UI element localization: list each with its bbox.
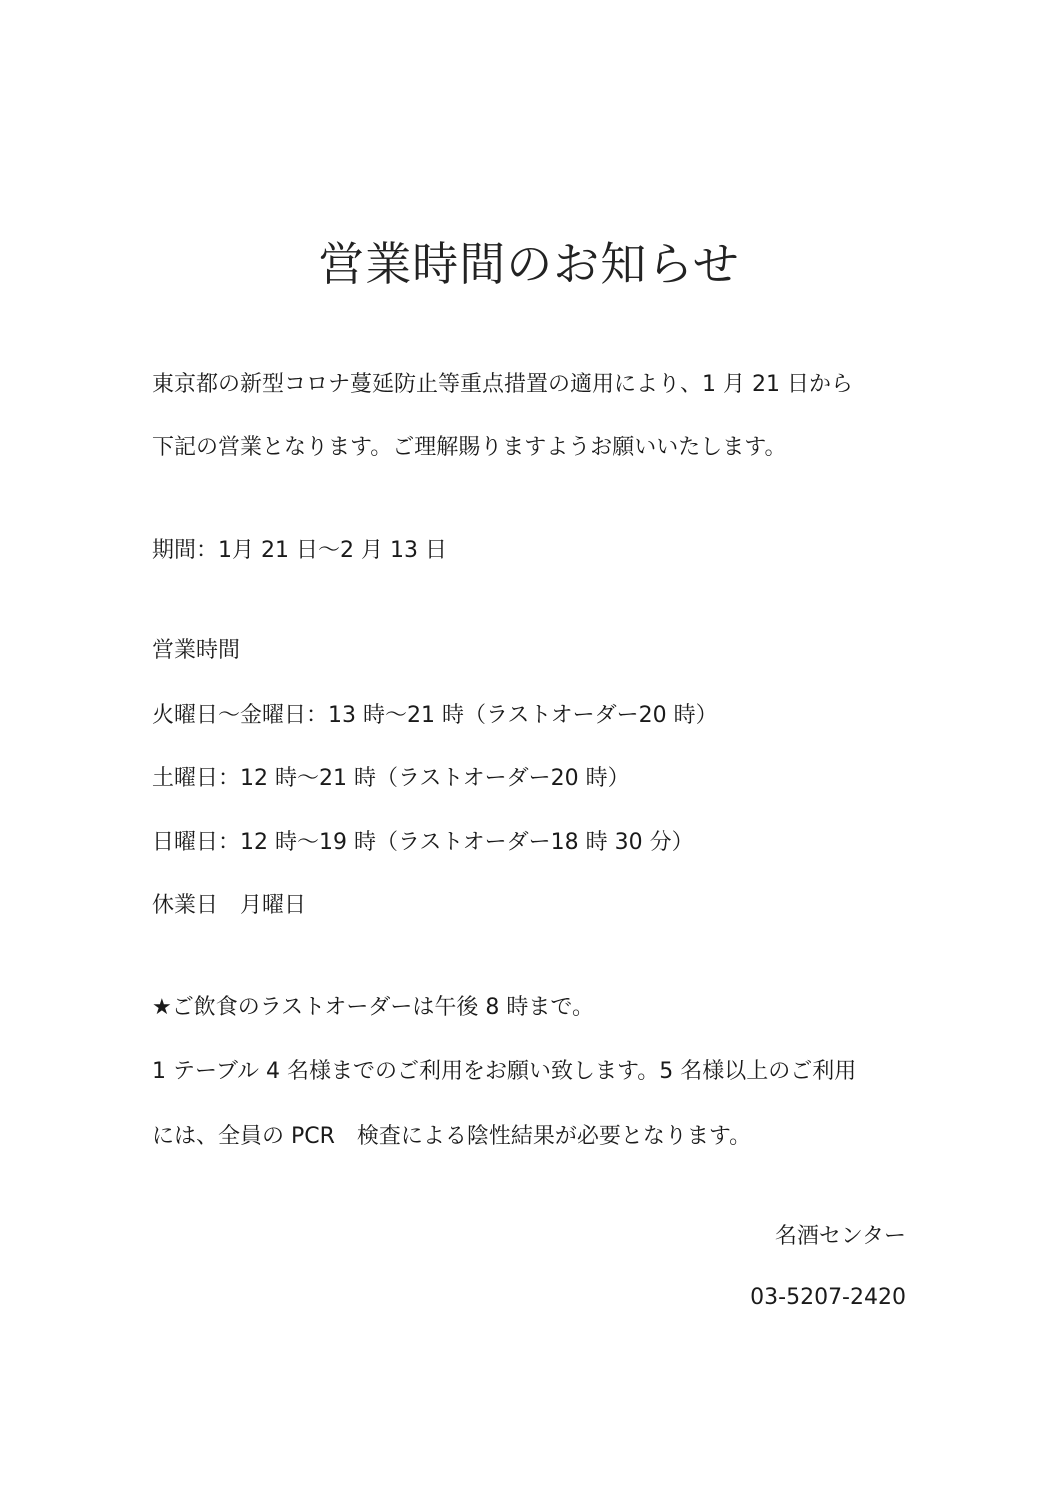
hours-saturday: 土曜日：12 時〜21 時（ラストオーダー20 時） (152, 766, 630, 791)
closed-day: 休業日 月曜日 (152, 893, 307, 918)
intro-line-2: 下記の営業となります。ご理解賜りますようお願いいたします。 (152, 435, 787, 460)
intro-line-1: 東京都の新型コロナ蔓延防止等重点措置の適用により、1 月 21 日から (152, 372, 853, 397)
page-title: 営業時間のお知らせ (318, 237, 740, 291)
period-text: 期間：1月 21 日〜2 月 13 日 (152, 538, 447, 563)
note-line-1: ★ご飲食のラストオーダーは午後 8 時まで。 (152, 995, 594, 1020)
hours-weekday: 火曜日〜金曜日：13 時〜21 時（ラストオーダー20 時） (152, 703, 718, 728)
note-line-3: には、全員の PCR 検査による陰性結果が必要となります。 (152, 1124, 752, 1149)
shop-name: 名酒センター (774, 1224, 906, 1249)
phone-number: 03-5207-2420 (750, 1285, 906, 1310)
note-line-2: 1 テーブル 4 名様までのご利用をお願い致します。5 名様以上のご利用 (152, 1059, 857, 1084)
hours-heading: 営業時間 (152, 638, 241, 663)
hours-sunday: 日曜日：12 時〜19 時（ラストオーダー18 時 30 分） (152, 830, 694, 855)
